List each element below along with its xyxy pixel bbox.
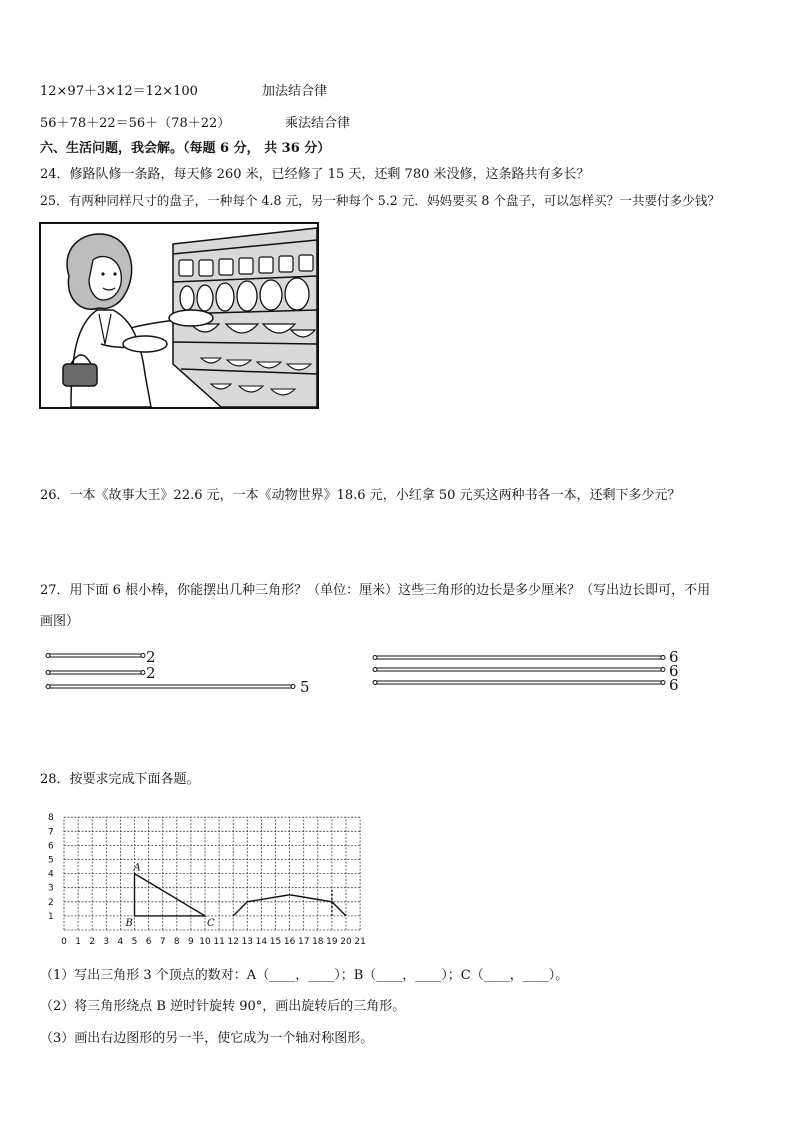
- x-tick-label: 5: [131, 937, 138, 947]
- y-tick-label: 6: [48, 841, 54, 852]
- question-24: 24．修路队修一条路，每天修 260 米，已经修了 15 天，还剩 780 米没修，这条路共有多长？: [40, 167, 590, 182]
- x-tick-label: 15: [269, 937, 282, 947]
- question-25: 25．有两种同样尺寸的盘子，一种每个 4.8 元，另一种每个 5.2 元．妈妈要买 8 个盘子，可以怎样买？一共要付多少钱？: [40, 193, 721, 208]
- x-tick-label: 16: [283, 937, 296, 947]
- x-tick-label: 11: [213, 937, 225, 947]
- x-tick-label: 17: [297, 937, 310, 947]
- formula-1-law: 加法结合律: [262, 84, 328, 99]
- section-6-title: 六、生活问题，我会解。（每题 6 分， 共 36 分）: [40, 141, 331, 156]
- x-tick-label: 19: [326, 937, 338, 947]
- stick-label-2a: 2: [146, 648, 156, 666]
- question-26: 26．一本《故事大王》22.6 元，一本《动物世界》18.6 元，小红拿 50 元买这两种书各一本，还剩下多少元？: [40, 488, 681, 503]
- stick-2a: [48, 654, 143, 657]
- point-label: B: [125, 917, 133, 929]
- question-27-line-2: 画图）: [40, 614, 80, 629]
- question-28-part-2: （2）将三角形绕点 B 逆时针旋转 90°，画出旋转后的三角形。: [40, 999, 406, 1014]
- question-27-line-1: 27．用下面 6 根小棒，你能摆出几种三角形？（单位：厘米）这些三角形的边长是多少厘米？（写出边长即可，不用: [40, 583, 711, 598]
- question-28-part-3: （3）画出右边图形的另一半，使它成为一个轴对称图形。: [40, 1031, 374, 1046]
- stick-label-5: 5: [300, 678, 310, 696]
- x-tick-label: 9: [188, 937, 194, 947]
- question-28-part-1: （1）写出三角形 3 个顶点的数对：A（____，____）；B（____，____）；C（____，____）。: [40, 968, 569, 983]
- x-tick-label: 3: [103, 937, 110, 947]
- x-tick-label: 4: [117, 937, 124, 947]
- shopping-scene-drawing: [41, 224, 317, 407]
- plates-illustration: [39, 222, 319, 409]
- x-tick-label: 12: [227, 937, 239, 947]
- y-tick-label: 4: [48, 869, 54, 880]
- stick-6c: [375, 681, 663, 684]
- x-tick-label: 20: [340, 937, 352, 947]
- formula-2: 56＋78＋22＝56＋（78＋22）: [40, 116, 231, 131]
- x-tick-label: 7: [159, 937, 166, 947]
- sticks-right-group: [372, 653, 672, 689]
- stick-label-6c: 6: [669, 676, 679, 694]
- triangle-abc: [135, 874, 206, 916]
- x-tick-label: 14: [255, 937, 268, 947]
- stick-5: [48, 685, 293, 688]
- y-tick-label: 7: [48, 827, 54, 838]
- stick-2b: [48, 671, 143, 674]
- stick-label-2b: 2: [146, 664, 156, 682]
- x-tick-label: 8: [173, 937, 180, 947]
- y-tick-label: 3: [48, 883, 54, 894]
- y-tick-label: 1: [48, 911, 54, 922]
- x-tick-label: 2: [89, 937, 96, 947]
- stick-label-6b: 6: [669, 662, 679, 680]
- stick-6a: [375, 656, 663, 659]
- point-label: C: [207, 917, 215, 929]
- formula-2-law: 乘法结合律: [285, 116, 351, 131]
- y-tick-label: 5: [48, 855, 54, 866]
- y-tick-label: 8: [48, 813, 54, 824]
- x-tick-label: 18: [312, 937, 324, 947]
- x-tick-label: 13: [241, 937, 254, 947]
- x-tick-label: 1: [75, 937, 81, 947]
- coordinate-grid: [40, 800, 380, 950]
- x-tick-label: 10: [199, 937, 211, 947]
- question-28: 28．按要求完成下面各题。: [40, 772, 200, 787]
- y-tick-label: 2: [48, 897, 54, 908]
- stick-label-6a: 6: [669, 648, 679, 666]
- point-label: A: [133, 862, 141, 874]
- x-tick-label: 21: [354, 937, 366, 947]
- formula-1: 12×97＋3×12＝12×100: [40, 84, 198, 99]
- stick-6b: [375, 668, 663, 671]
- x-tick-label: 0: [61, 937, 67, 947]
- x-tick-label: 6: [145, 937, 152, 947]
